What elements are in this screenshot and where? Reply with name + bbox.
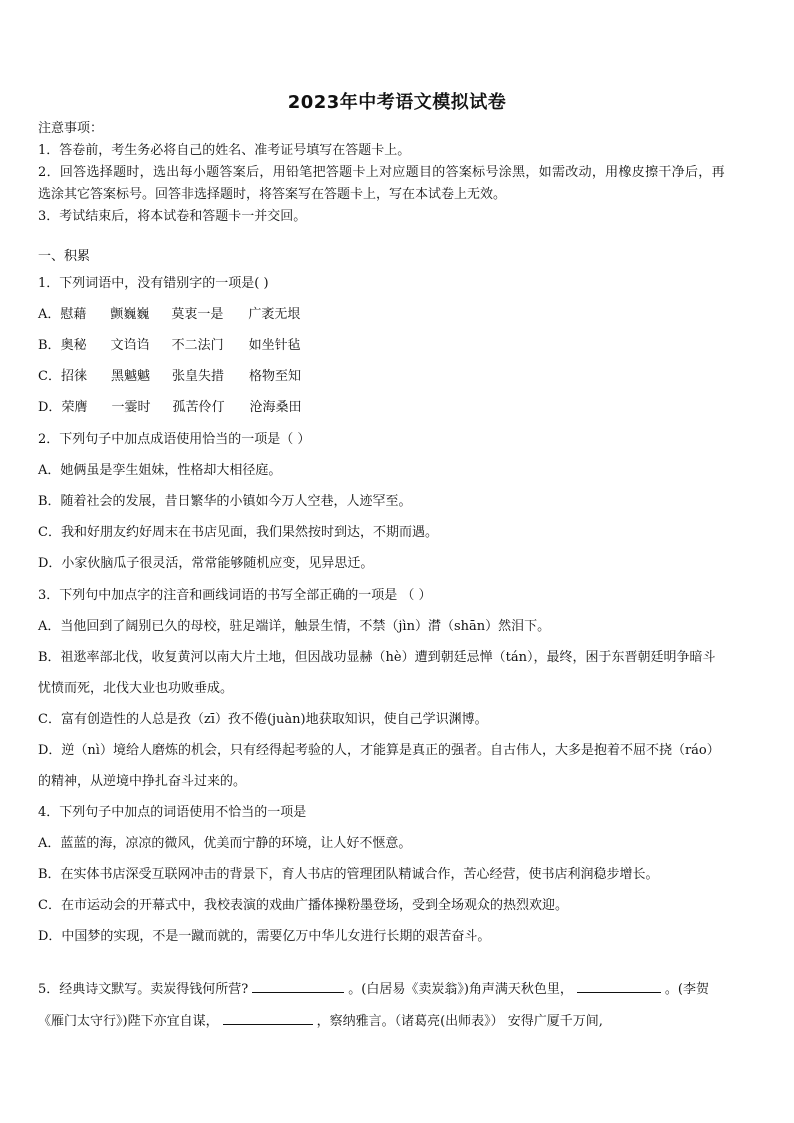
q5-text: 。(白居易《卖炭翁》)角声满天秋色里，: [348, 982, 573, 997]
notice-item: 选涂其它答案标号。回答非选择题时，将答案写在答题卡上，写在本试卷上无效。: [38, 187, 507, 202]
option-word: 张皇失措: [171, 369, 224, 384]
answer-blank[interactable]: [252, 980, 344, 993]
question-2-option-c: C．我和好朋友约好周末在书店见面，我们果然按时到达，不期而遇。: [38, 525, 438, 540]
option-word: 不二法门: [171, 338, 224, 353]
question-2-option-b: B．随着社会的发展，昔日繁华的小镇如今万人空巷，人迹罕至。: [38, 494, 412, 509]
option-word: 荣膺: [61, 400, 88, 415]
notice-item: 3．考试结束后，将本试卷和答题卡一并交回。: [38, 209, 307, 224]
question-5-line-1: [38, 980, 709, 999]
question-4-stem: 4．下列句子中加点的词语使用不恰当的一项是: [38, 805, 307, 820]
question-4-option-a: A．蓝蓝的海，凉凉的微风，优美而宁静的环境，让人好不惬意。: [38, 836, 412, 851]
question-4-option-c: C．在市运动会的开幕式中，我校表演的戏曲广播体操粉墨登场，受到全场观众的热烈欢迎。: [38, 898, 568, 913]
option-word: 如坐针毡: [248, 338, 301, 353]
question-1-option-b: [38, 337, 301, 355]
option-label: B．: [38, 338, 61, 353]
question-2-option-a: A．她俩虽是孪生姐妹，性格却大相径庭。: [38, 463, 282, 478]
question-3-stem: 3．下列句中加点字的注音和画线词语的书写全部正确的一项是 （ ）: [38, 588, 432, 603]
option-word: 奥秘: [60, 338, 87, 353]
question-3-option-b: B．祖逖率部北伐，收复黄河以南大片土地，但因战功显赫（hè）遭到朝廷忌惮（tán），最终，困于东晋朝廷明争暗斗: [38, 650, 716, 665]
notice-item: 2．回答选择题时，选出每小题答案后，用铅笔把答题卡上对应题目的答案标号涂黑，如需改动，用橡皮擦干净后，再: [38, 165, 725, 180]
question-1-stem: 1．下列词语中，没有错别字的一项是( ): [38, 276, 269, 291]
question-3-option-d: D．逆（nì）境给人磨炼的机会，只有经得起考验的人，才能算是真正的强者。自古伟人，大多是抱着不屈不挠（ráo）: [38, 743, 720, 758]
question-5-line-2: [38, 1012, 603, 1031]
option-label: A．: [38, 307, 61, 322]
option-word: 文诌诌: [110, 338, 150, 353]
question-4-option-d: D．中国梦的实现，不是一蹴而就的，需要亿万中华儿女进行长期的艰苦奋斗。: [38, 929, 491, 944]
q5-text: 《雁门太守行》)陛下亦宜自谋，: [38, 1014, 219, 1029]
option-word: 格物至知: [248, 369, 301, 384]
option-word: 招徕: [60, 369, 87, 384]
option-word: 一霎时: [111, 400, 151, 415]
notice-item: 1．答卷前，考生务必将自己的姓名、准考证号填写在答题卡上。: [38, 143, 411, 158]
question-2-option-d: D．小家伙脑瓜子很灵活，常常能够随机应变，见异思迁。: [38, 556, 374, 571]
answer-blank[interactable]: [577, 980, 661, 993]
option-label: C．: [38, 369, 61, 384]
notice-heading: 注意事项：: [38, 121, 104, 136]
option-word: 孤苦伶仃: [172, 400, 225, 415]
option-word: 慰藉: [60, 307, 87, 322]
question-2-stem: 2．下列句子中加点成语使用恰当的一项是（ ）: [38, 432, 311, 447]
question-3-option-b-cont: 忧愤而死，北伐大业也功败垂成。: [38, 681, 234, 696]
answer-blank[interactable]: [223, 1012, 313, 1025]
option-word: 沧海桑田: [249, 400, 302, 415]
option-word: 莫衷一是: [171, 307, 224, 322]
question-1-option-a: [38, 306, 300, 324]
option-word: 黑魆魆: [110, 369, 150, 384]
option-word: 颤巍巍: [110, 307, 150, 322]
question-3-option-a: A．当他回到了阔别已久的母校，驻足端详，触景生情，不禁（jìn）潸（shān）然泪下。: [38, 619, 551, 634]
option-label: D．: [38, 400, 62, 415]
section-heading: 一、积累: [38, 249, 91, 264]
q5-text: ，察纳雅言。（诸葛亮(出师表》） 安得广厦千万间,: [316, 1014, 603, 1029]
page-title: 2023年中考语文模拟试卷: [287, 92, 507, 113]
question-3-option-c: C．富有创造性的人总是孜（zī）孜不倦(juàn)地获取知识，使自己学识渊博。: [38, 712, 488, 727]
question-1-option-d: [38, 399, 301, 417]
question-4-option-b: B．在实体书店深受互联网冲击的背景下，育人书店的管理团队精诚合作，苦心经营，使书店利润稳步增长。: [38, 867, 659, 882]
option-word: 广袤无垠: [248, 307, 301, 322]
q5-text: 5．经典诗文默写。卖炭得钱何所营?: [38, 982, 249, 997]
q5-text: 。(李贺: [664, 982, 709, 997]
question-3-option-d-cont: 的精神，从逆境中挣扎奋斗过来的。: [38, 774, 247, 789]
question-1-option-c: [38, 368, 301, 386]
